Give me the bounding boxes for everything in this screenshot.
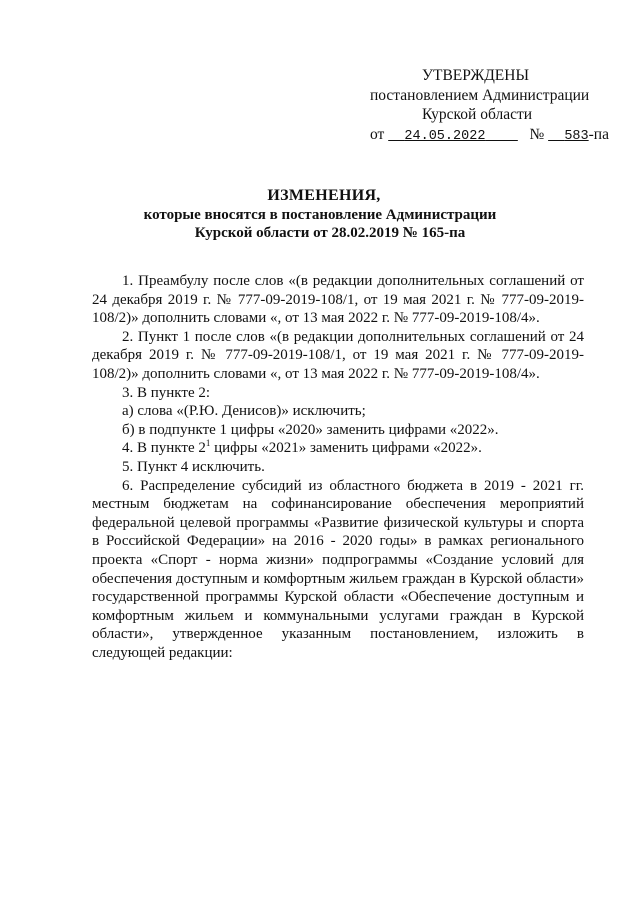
superscript: 1 — [205, 438, 211, 449]
heading-subtitle: которые вносятся в постановление Администрации — [143, 206, 497, 223]
paragraph-2: 2. Пункт 1 после слов «(в редакции дополнительных соглашений от 24 декабря 2019 г. № 777-09-2019-108/1, от 19 мая 2021 г. № 777-09-2019-108/2)» дополнить словами «, от 13 мая 2022 г. № 777-09-2019-108/4». — [92, 328, 584, 382]
date-prefix: от — [370, 125, 385, 143]
document-heading — [0, 187, 640, 243]
paragraph-3a: а) слова «(Р.Ю. Денисов)» исключить; — [122, 403, 366, 420]
approval-issuer: постановлением Администрации — [370, 86, 590, 104]
number-sign: № — [529, 125, 545, 143]
approval-date-row — [368, 125, 609, 147]
paragraph-5: 5. Пункт 4 исключить. — [122, 458, 265, 475]
number-suffix: -па — [588, 125, 609, 143]
paragraph-6: 6. Распределение субсидий из областного бюджета в 2019 - 2021 гг. местным бюджетам на софинансирование обеспечения мероприятий федеральной целевой программы «Развитие физической культуры и спорта в Российской Федерации» на 2016 - 2020 годы» в рамках регионального проекта «Спорт - норма жизни» подпрограммы «Создание условий для обеспечения доступным и комфортным жильем граждан в Курской области» государственной программы Курской области «Обеспечение доступным и комфортным жильем и коммунальными услугами граждан в Курской области», утвержденное указанным постановлением, изложить в следующей редакции: — [92, 477, 584, 661]
heading-reference: Курской области от 28.02.2019 № 165-па — [194, 225, 466, 241]
paragraph-1: 1. Преамбулу после слов «(в редакции дополнительных соглашений от 24 декабря 2019 г. № 777-09-2019-108/1, от 19 мая 2021 г. № 777-09-2019-108/2)» дополнить словами «, от 13 мая 2022 г. № 777-09-2019-108/4». — [92, 273, 584, 327]
document-body — [92, 272, 584, 662]
paragraph-4: 4. В пункте $2^1$ цифры «2021» заменить цифрами «2022». — [122, 438, 482, 457]
heading-title: ИЗМЕНЕНИЯ, — [267, 187, 381, 204]
approval-number: 583 — [564, 128, 589, 144]
approval-date: 24.05.2022 — [404, 128, 486, 144]
paragraph-3b: б) в подпункте 1 цифры «2020» заменить цифрами «2022». — [122, 421, 499, 438]
paragraph-3: 3. В пункте 2: — [122, 384, 211, 401]
approval-title: УТВЕРЖДЕНЫ — [422, 67, 529, 84]
approval-stamp — [368, 66, 609, 146]
approval-region: Курской области — [422, 106, 533, 123]
